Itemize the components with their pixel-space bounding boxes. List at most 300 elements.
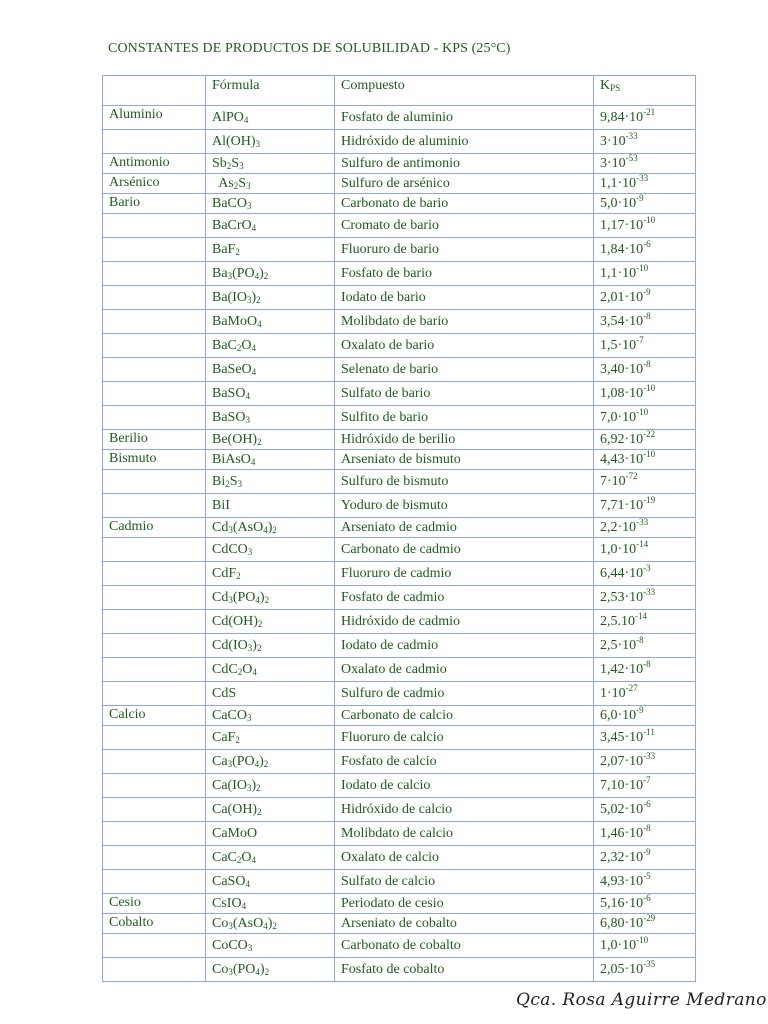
formula-text: Be(OH) (212, 431, 258, 447)
formula-subscript: 2 (237, 666, 243, 677)
kps-mantissa: 7·10 (600, 473, 626, 489)
compound-cell: Molibdato de bario (335, 310, 594, 334)
formula-subscript: 2 (236, 570, 241, 581)
formula-text: Ca(IO (212, 777, 247, 793)
kps-exponent: -8 (643, 358, 651, 369)
kps-exponent: -8 (643, 310, 651, 321)
formula-text: (PO (232, 265, 255, 281)
kps-cell (594, 798, 696, 822)
table-row (103, 334, 696, 358)
element-cell: Antimonio (103, 154, 206, 174)
formula-text: ) (251, 777, 257, 793)
kps-mantissa: 4,93·10 (600, 873, 644, 889)
formula-text: Cd (212, 519, 229, 535)
kps-cell (594, 934, 696, 958)
formula-subscript: 2 (233, 180, 239, 191)
kps-exponent: -10 (636, 406, 649, 417)
formula-cell (206, 494, 335, 518)
element-cell (103, 562, 206, 586)
header-kps-sub: PS (610, 83, 621, 93)
kps-exponent: -6 (643, 798, 651, 809)
table-row (103, 518, 696, 538)
kps-cell (594, 358, 696, 382)
kps-mantissa: 3·10 (600, 155, 626, 171)
formula-text: Co (212, 915, 229, 931)
formula-cell (206, 154, 335, 174)
compound-cell: Iodato de bario (335, 286, 594, 310)
kps-cell (594, 154, 696, 174)
formula-subscript: 2 (264, 594, 270, 605)
formula-text: BaCO (212, 195, 247, 211)
formula-subscript: 3 (227, 758, 233, 769)
kps-mantissa: 9,84·10 (600, 109, 644, 125)
formula-subscript: 4 (255, 594, 260, 605)
kps-cell (594, 894, 696, 914)
formula-subscript: 3 (237, 478, 243, 489)
kps-exponent: -33 (636, 517, 649, 527)
kps-mantissa: 7,0·10 (600, 409, 637, 425)
kps-cell (594, 238, 696, 262)
compound-cell: Oxalato de calcio (335, 846, 594, 870)
element-cell: Cesio (103, 894, 206, 914)
formula-subscript: 4 (252, 666, 257, 677)
element-cell (103, 470, 206, 494)
kps-exponent: -8 (643, 822, 651, 833)
table-row (103, 214, 696, 238)
table-row (103, 538, 696, 562)
kps-exponent: -14 (636, 538, 649, 549)
formula-text: ) (259, 961, 265, 977)
kps-cell (594, 286, 696, 310)
kps-cell (594, 130, 696, 154)
formula-subscript: 4 (254, 270, 260, 281)
formula-subscript: 2 (236, 854, 242, 865)
table-row (103, 450, 696, 470)
kps-mantissa: 3,45·10 (600, 729, 644, 745)
formula-subscript: 4 (263, 920, 268, 931)
formula-subscript: 3 (247, 546, 253, 557)
formula-subscript: 4 (250, 456, 256, 467)
kps-cell (594, 334, 696, 358)
kps-exponent: -11 (643, 726, 655, 737)
kps-exponent: -33 (636, 173, 649, 183)
element-cell (103, 610, 206, 634)
formula-subscript: 4 (251, 854, 257, 865)
kps-mantissa: 2,05·10 (600, 961, 644, 977)
formula-subscript: 3 (227, 270, 233, 281)
kps-mantissa: 1·10 (600, 685, 626, 701)
compound-cell: Oxalato de bario (335, 334, 594, 358)
element-cell (103, 310, 206, 334)
kps-cell (594, 406, 696, 430)
formula-subscript: 4 (263, 524, 268, 535)
compound-cell: Sulfuro de antimonio (335, 154, 594, 174)
element-cell (103, 286, 206, 310)
table-row (103, 194, 696, 214)
formula-cell (206, 194, 335, 214)
kps-mantissa: 1,0·10 (600, 937, 637, 953)
element-cell (103, 358, 206, 382)
page-title: CONSTANTES DE PRODUCTOS DE SOLUBILIDAD - KPS (25°C) (108, 41, 511, 56)
kps-exponent: -3 (643, 562, 651, 573)
kps-cell (594, 106, 696, 130)
kps-exponent: -33 (643, 750, 656, 761)
kps-exponent: -22 (643, 429, 656, 439)
kps-mantissa: 3,54·10 (600, 313, 644, 329)
formula-subscript: 3 (228, 966, 233, 977)
formula-subscript: 3 (255, 138, 261, 149)
formula-cell (206, 406, 335, 430)
table-row (103, 430, 696, 450)
formula-subscript: 2 (236, 342, 242, 353)
table-row (103, 262, 696, 286)
table-row (103, 774, 696, 798)
formula-cell (206, 538, 335, 562)
formula-text: ) (259, 753, 264, 769)
formula-subscript: 4 (251, 222, 257, 233)
formula-subscript: 4 (241, 900, 247, 911)
formula-text: CoCO (212, 937, 248, 953)
table-row (103, 846, 696, 870)
header-compuesto: Compuesto (335, 76, 594, 106)
formula-text: Ca (212, 753, 228, 769)
formula-subscript: 2 (235, 734, 240, 745)
formula-text: ) (267, 519, 273, 535)
formula-text: Co (212, 961, 229, 977)
kps-mantissa: 2,2·10 (600, 519, 637, 535)
formula-cell (206, 334, 335, 358)
element-cell (103, 870, 206, 894)
compound-cell: Hidróxido de calcio (335, 798, 594, 822)
formula-text: CaCO (212, 707, 247, 723)
kps-exponent: -6 (643, 893, 651, 903)
kps-mantissa: 1,0·10 (600, 541, 637, 557)
kps-exponent: -10 (643, 449, 656, 459)
formula-cell (206, 238, 335, 262)
table-row (103, 470, 696, 494)
table-row (103, 286, 696, 310)
kps-exponent: -10 (643, 382, 656, 393)
kps-mantissa: 2,5.10 (600, 613, 635, 629)
formula-subscript: 2 (257, 436, 262, 447)
formula-text: CdF (212, 565, 237, 581)
formula-cell (206, 822, 335, 846)
table-row (103, 870, 696, 894)
table-row (103, 958, 696, 982)
kps-exponent: -10 (643, 214, 656, 225)
table-row (103, 382, 696, 406)
kps-cell (594, 174, 696, 194)
compound-cell: Carbonato de cadmio (335, 538, 594, 562)
formula-cell (206, 750, 335, 774)
kps-exponent: -14 (635, 610, 647, 621)
kps-exponent: -7 (643, 774, 651, 785)
kps-mantissa: 7,10·10 (600, 777, 644, 793)
element-cell: Calcio (103, 706, 206, 726)
compound-cell: Fosfato de calcio (335, 750, 594, 774)
kps-exponent: -33 (625, 130, 638, 141)
table-row (103, 658, 696, 682)
formula-text: (PO (232, 961, 256, 977)
formula-cell (206, 562, 335, 586)
table-row (103, 494, 696, 518)
formula-cell (206, 130, 335, 154)
compound-cell: Carbonato de bario (335, 194, 594, 214)
formula-subscript: 3 (246, 180, 251, 191)
formula-text: Al(OH) (212, 133, 256, 149)
kps-table-body (103, 76, 696, 982)
formula-text: AlPO (212, 109, 244, 125)
formula-subscript: 2 (256, 782, 261, 793)
element-cell (103, 682, 206, 706)
kps-mantissa: 1,1·10 (600, 175, 637, 191)
formula-text: BiI (212, 497, 230, 513)
kps-cell (594, 562, 696, 586)
kps-mantissa: 6,0·10 (600, 707, 637, 723)
formula-text: S (238, 175, 247, 191)
kps-cell (594, 914, 696, 934)
kps-mantissa: 1,08·10 (600, 385, 644, 401)
formula-cell (206, 470, 335, 494)
kps-cell (594, 214, 696, 238)
kps-exponent: -33 (643, 586, 656, 597)
formula-subscript: 2 (257, 618, 263, 629)
kps-cell (594, 518, 696, 538)
element-cell: Bismuto (103, 450, 206, 470)
formula-text: CaC (212, 849, 237, 865)
formula-subscript: 4 (254, 758, 260, 769)
formula-text: S (231, 155, 240, 171)
compound-cell: Hidróxido de cadmio (335, 610, 594, 634)
formula-cell (206, 214, 335, 238)
kps-exponent: -10 (636, 262, 649, 273)
kps-exponent: -9 (643, 846, 651, 857)
kps-mantissa: 2,07·10 (600, 753, 644, 769)
element-cell (103, 934, 206, 958)
table-row (103, 610, 696, 634)
kps-cell (594, 822, 696, 846)
formula-cell (206, 706, 335, 726)
formula-text: Ba(IO (212, 289, 247, 305)
formula-cell (206, 682, 335, 706)
formula-text: BaF (212, 241, 236, 257)
formula-cell (206, 174, 335, 194)
kps-mantissa: 3,40·10 (600, 361, 644, 377)
formula-subscript: 3 (247, 294, 252, 305)
kps-cell (594, 262, 696, 286)
element-cell: Cobalto (103, 914, 206, 934)
formula-text: ) (259, 265, 264, 281)
formula-subscript: 4 (257, 318, 262, 329)
formula-subscript: 2 (226, 160, 232, 171)
formula-text: (AsO (232, 915, 264, 931)
formula-subscript: 4 (255, 966, 260, 977)
formula-text: BaCrO (212, 217, 252, 233)
formula-cell (206, 450, 335, 470)
formula-text: Sb (212, 155, 227, 171)
kps-mantissa: 1,46·10 (600, 825, 644, 841)
table-row (103, 238, 696, 262)
kps-mantissa: 1,1·10 (600, 265, 637, 281)
kps-mantissa: 6,92·10 (600, 431, 644, 447)
kps-mantissa: 5,02·10 (600, 801, 644, 817)
compound-cell: Fluoruro de calcio (335, 726, 594, 750)
formula-subscript: 4 (251, 342, 257, 353)
formula-text: O (242, 661, 253, 677)
formula-cell (206, 914, 335, 934)
compound-cell: Fosfato de bario (335, 262, 594, 286)
kps-cell (594, 538, 696, 562)
formula-subscript: 2 (272, 920, 277, 931)
kps-cell (594, 610, 696, 634)
formula-text: As (212, 175, 234, 191)
formula-text: BaMoO (212, 313, 258, 329)
table-row (103, 310, 696, 334)
kps-exponent: -7 (636, 334, 644, 345)
formula-text: O (241, 337, 252, 353)
formula-subscript: 2 (257, 806, 262, 817)
formula-cell (206, 634, 335, 658)
kps-cell (594, 382, 696, 406)
kps-cell (594, 846, 696, 870)
formula-cell (206, 798, 335, 822)
formula-cell (206, 726, 335, 750)
formula-text: Ba (212, 265, 228, 281)
table-row (103, 822, 696, 846)
table-row (103, 750, 696, 774)
formula-subscript: 3 (239, 160, 244, 171)
formula-cell (206, 658, 335, 682)
formula-subscript: 3 (228, 920, 233, 931)
formula-text: BiAsO (212, 451, 251, 467)
formula-text: CsIO (212, 895, 242, 911)
formula-subscript: 4 (243, 114, 249, 125)
element-cell (103, 494, 206, 518)
kps-cell (594, 430, 696, 450)
compound-cell: Periodato de cesio (335, 894, 594, 914)
formula-subscript: 3 (247, 942, 253, 953)
element-cell: Aluminio (103, 106, 206, 130)
compound-cell: Sulfuro de cadmio (335, 682, 594, 706)
formula-cell (206, 358, 335, 382)
kps-exponent: -8 (643, 658, 651, 669)
compound-cell: Oxalato de cadmio (335, 658, 594, 682)
element-cell (103, 238, 206, 262)
element-cell: Cadmio (103, 518, 206, 538)
formula-subscript: 3 (228, 594, 233, 605)
formula-subscript: 2 (263, 270, 269, 281)
compound-cell: Yoduro de bismuto (335, 494, 594, 518)
table-row (103, 406, 696, 430)
header-element (103, 76, 206, 106)
element-cell (103, 798, 206, 822)
kps-mantissa: 2,01·10 (600, 289, 644, 305)
table-header-row (103, 76, 696, 106)
formula-text: Cd(IO (212, 637, 248, 653)
compound-cell: Iodato de calcio (335, 774, 594, 798)
formula-text: Cd(OH) (212, 613, 258, 629)
kps-exponent: -8 (636, 634, 644, 645)
kps-cell (594, 470, 696, 494)
element-cell (103, 586, 206, 610)
kps-mantissa: 5,16·10 (600, 895, 644, 911)
element-cell (103, 262, 206, 286)
header-formula: Fórmula (206, 76, 335, 106)
table-row (103, 130, 696, 154)
table-row (103, 154, 696, 174)
compound-cell: Fluoruro de cadmio (335, 562, 594, 586)
formula-cell (206, 934, 335, 958)
element-cell: Berilio (103, 430, 206, 450)
kps-cell (594, 450, 696, 470)
formula-cell (206, 846, 335, 870)
kps-mantissa: 2,5·10 (600, 637, 637, 653)
formula-subscript: 2 (256, 642, 262, 653)
formula-text: CdC (212, 661, 238, 677)
formula-text: O (241, 849, 252, 865)
kps-mantissa: 1,5·10 (600, 337, 637, 353)
kps-exponent: -53 (625, 153, 638, 163)
formula-text: (PO (232, 589, 256, 605)
formula-subscript: 3 (247, 782, 252, 793)
formula-cell (206, 286, 335, 310)
formula-text: CaF (212, 729, 236, 745)
table-row (103, 106, 696, 130)
table-row (103, 174, 696, 194)
kps-cell (594, 682, 696, 706)
formula-text: BaSO (212, 409, 246, 425)
element-cell (103, 382, 206, 406)
formula-text: Cd (212, 589, 229, 605)
kps-mantissa: 4,43·10 (600, 451, 644, 467)
compound-cell: Sulfato de calcio (335, 870, 594, 894)
kps-mantissa: 5,0·10 (600, 195, 637, 211)
formula-subscript: 3 (247, 200, 252, 211)
compound-cell: Arseniato de cadmio (335, 518, 594, 538)
header-kps-k: K (600, 78, 611, 93)
kps-cell (594, 774, 696, 798)
table-row (103, 894, 696, 914)
compound-cell: Selenato de bario (335, 358, 594, 382)
table-row (103, 562, 696, 586)
formula-text: ) (267, 915, 273, 931)
kps-mantissa: 6,44·10 (600, 565, 644, 581)
element-cell (103, 538, 206, 562)
element-cell (103, 726, 206, 750)
table-row (103, 726, 696, 750)
kps-cell (594, 634, 696, 658)
compound-cell: Carbonato de cobalto (335, 934, 594, 958)
formula-text: (AsO (232, 519, 264, 535)
table-row (103, 798, 696, 822)
formula-cell (206, 262, 335, 286)
formula-cell (206, 774, 335, 798)
table-row (103, 358, 696, 382)
kps-cell (594, 726, 696, 750)
kps-mantissa: 7,71·10 (600, 497, 644, 513)
formula-subscript: 3 (245, 414, 250, 425)
element-cell (103, 334, 206, 358)
formula-text: Bi (212, 473, 226, 489)
element-cell (103, 750, 206, 774)
formula-cell (206, 518, 335, 538)
formula-subscript: 2 (264, 966, 270, 977)
kps-cell (594, 958, 696, 982)
table-row (103, 682, 696, 706)
kps-exponent: -29 (643, 913, 656, 923)
kps-exponent: -27 (625, 682, 638, 693)
formula-text: CdCO (212, 541, 248, 557)
